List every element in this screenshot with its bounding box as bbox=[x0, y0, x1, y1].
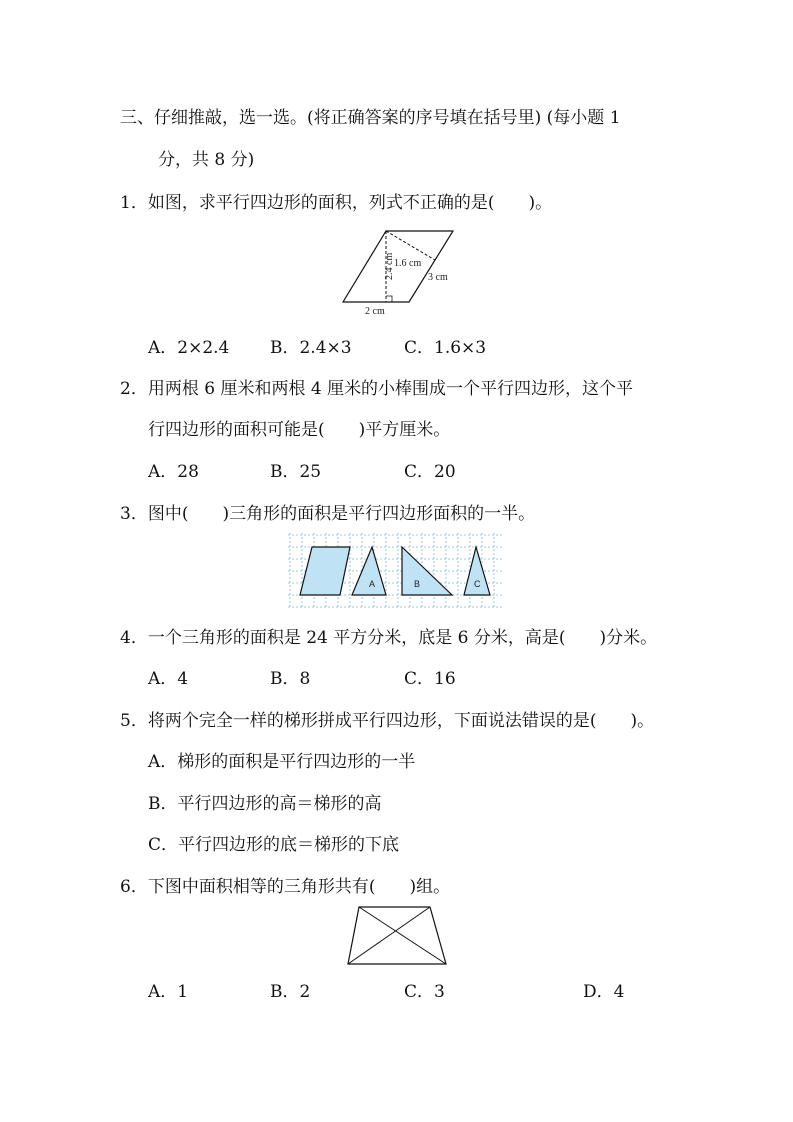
q4-stem: 4．一个三角形的面积是 24 平方分米，底是 6 分米，高是( )分米。 bbox=[120, 628, 658, 648]
q6-option-b: B．2 bbox=[270, 982, 311, 1002]
q4-option-c: C．16 bbox=[404, 669, 456, 689]
q6-option-a: A．1 bbox=[148, 982, 189, 1002]
section-heading-line1: 三、仔细推敲，选一选。(将正确答案的序号填在括号里) (每小题 1 bbox=[120, 108, 621, 128]
q6-trapezoid-figure bbox=[344, 904, 454, 968]
q4-option-b: B．8 bbox=[270, 669, 311, 689]
q3-label-b: B bbox=[414, 579, 421, 589]
q1-option-a: A．2×2.4 bbox=[148, 338, 230, 358]
q1-parallelogram-figure bbox=[340, 228, 460, 318]
q3-grid-figure bbox=[288, 533, 508, 613]
q1-stem: 1．如图，求平行四边形的面积，列式不正确的是( )。 bbox=[120, 193, 553, 213]
section-heading-line2: 分，共 8 分) bbox=[158, 150, 255, 170]
q1-label-base: 2 cm bbox=[365, 306, 385, 317]
q6-option-d: D．4 bbox=[583, 982, 625, 1002]
q6-stem: 6．下图中面积相等的三角形共有( )组。 bbox=[120, 877, 451, 897]
q2-stem-line2: 行四边形的面积可能是( )平方厘米。 bbox=[148, 420, 451, 440]
q1-label-height: 2.4 cm bbox=[384, 252, 395, 280]
q5-option-c: C．平行四边形的底＝梯形的下底 bbox=[148, 835, 400, 855]
q3-label-a: A bbox=[369, 579, 376, 589]
q6-option-c: C．3 bbox=[404, 982, 445, 1002]
q1-label-inner: 1.6 cm bbox=[394, 258, 422, 269]
q5-option-a: A．梯形的面积是平行四边形的一半 bbox=[148, 752, 416, 772]
q2-stem-line1: 2．用两根 6 厘米和两根 4 厘米的小棒围成一个平行四边形，这个平 bbox=[120, 379, 634, 399]
q3-parallelogram bbox=[300, 547, 350, 595]
q4-option-a: A．4 bbox=[148, 669, 189, 689]
q5-stem: 5．将两个完全一样的梯形拼成平行四边形，下面说法错误的是( )。 bbox=[120, 711, 655, 731]
q1-option-c: C．1.6×3 bbox=[404, 338, 487, 358]
q5-option-b: B．平行四边形的高＝梯形的高 bbox=[148, 794, 382, 814]
q2-option-b: B．25 bbox=[270, 462, 322, 482]
q2-option-a: A．28 bbox=[148, 462, 199, 482]
q2-option-c: C．20 bbox=[404, 462, 456, 482]
q1-option-b: B．2.4×3 bbox=[270, 338, 352, 358]
q3-stem: 3．图中( )三角形的面积是平行四边形面积的一半。 bbox=[120, 504, 536, 524]
q1-label-side: 3 cm bbox=[428, 272, 448, 283]
q3-label-c: C bbox=[474, 579, 481, 589]
